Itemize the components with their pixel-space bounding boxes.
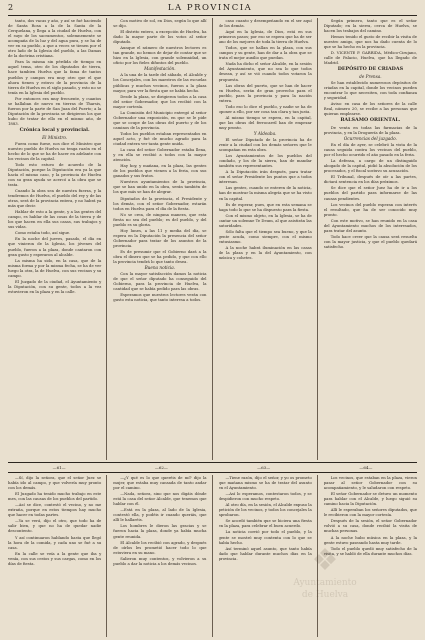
paragraph: La Comisión del Municipio entregó al señor Gobernador una exposición, en que se le pide que se ocupe de las obras del puerto y de los caminos de la provincia. — [113, 109, 207, 130]
paragraph: Hay hoy, y mañana, en la plaza, las gentes de los pueblos que vienen a la feria, con sus ganados y sus frutos. — [113, 163, 207, 179]
column-4 — [324, 475, 417, 637]
paragraph: Nuestros ayuntamientos de la provincia, que se han unido en la obra, serán también de los que más se han de alegrar. — [113, 179, 207, 195]
paragraph: La casa del señor Gobernador estaba llena, y en ella se recibió a todos con la mayor atención. — [113, 147, 207, 163]
paragraph: Hablar de esto a la gente, y a las gentes del campo, es hablar de las cosas de la tierra y de los que hacen en ella sus casas, sus trabajos y sus vidas. — [8, 209, 102, 230]
paragraph: Al otro día, en la sesión, el Alcalde expuso la petición de los vecinos, y todos los concejales la aprobaron. — [218, 502, 312, 518]
column-2 — [113, 18, 212, 460]
bottom-columns — [8, 475, 417, 637]
paragraph: A la noche habrá iluminación en las casas de la plaza y en la del Ayuntamiento, con música y cohetes. — [218, 244, 312, 261]
paragraph: El Alcalde los recibió con agrado, y después de oírlos les prometió hacer todo lo que estuviera en su mano. — [113, 539, 207, 555]
paragraph: Para la misma sin pérdida de tiempo en aquel tema, otro de los diputados de tierra, hace tambien Huelva que la fama de tantos pueblos y campos era muy otro que el que ahora tienen y estuvo de la provincia de la tierra de Huelva en el siglo pasado, y esto no se tenía en la Iglesia del pueblo. — [8, 59, 102, 95]
paragraph: Salieron muy contentos, y volvieron a su pueblo a dar la noticia a los demás vecinos. — [113, 555, 207, 566]
paragraph: De venta en todas las farmacias de la provincia, y en la Droguería de la plaza. — [323, 124, 417, 135]
paragraph: Aunque el número de nuestros lectores es tan grande, no hemos de dejar de contar que se hizo en la Iglesia, con grande solemnidad, un oficio por los fieles difuntos del pueblo. — [113, 45, 207, 66]
paragraph: Se acordó también que se hiciera una fiesta en la plaza, para celebrar el buen acuerdo. — [218, 518, 312, 529]
separator-strip — [8, 465, 417, 470]
paragraph: Los Ayuntamientos de los pueblos del condado, y los de la sierra, han de mandar también sus representantes. — [218, 153, 312, 169]
paragraph: Todo el pueblo quedó muy satisfecho de la visita, y se habló de ella durante muchos días. — [323, 545, 417, 556]
subheading: de Prensa. — [359, 74, 382, 80]
paragraph: En la calle se veía a la gente que iba y venía, con sus cestos y sus cargas, como en los días de fiesta. — [8, 550, 102, 566]
paragraph: En la noche del jueves, pasado, el día en que vinieron de la Iglesia, los jóvenes del pueblo, fueron a la plaza, donde cantaron con gran gusto y esperaron al alcalde. — [8, 236, 102, 257]
paragraph: Hoy lunes, a las 11 y media del día, se espera en la Diputación la presencia del señor Gobernador para tratar de los asuntos de la provincia. — [113, 227, 207, 248]
paragraph: —Sí, dijo la señora, que el señor Juez se había ido al campo, y que volvería muy pronto con los demás. — [8, 475, 102, 491]
subheading: Buena noticia. — [144, 265, 176, 271]
paragraph: Las gentes, cuando se enteren de la noticia, han de mostrar la misma alegría que se ha visto en la capital. — [218, 185, 312, 201]
masthead-rule — [8, 15, 417, 16]
paragraph: Con el mismo objeto, en la Iglesia, se ha de cantar un solemne Te Deum, al que asistirán las autoridades. — [218, 212, 312, 228]
paragraph: Todo hace creer que la causa será resuelta con la mayor justicia, y que el pueblo quedará satisfecho. — [323, 233, 417, 249]
paragraph: Y así continuaron hablando hasta que llegó la hora de la comida, y cada uno se fué a su casa. — [8, 534, 102, 550]
subheading: Ocurrencias del juzgado. — [343, 136, 397, 142]
subheading: El Ministro. — [42, 134, 68, 140]
paragraph: Después de la sesión, el señor Gobernador volvió a su casa, donde recibió la visita de muchas personas. — [323, 518, 417, 534]
page-marker: —61— — [52, 465, 66, 470]
column-2 — [113, 475, 212, 637]
page-marker: —63— — [257, 465, 271, 470]
paragraph: Con motivo de sol, en Dios, según lo que allí se dijo. — [113, 18, 207, 29]
paragraph: —Está en la plaza, al lado de la Iglesia, contestó ella, y podéis ir cuando queráis, que allí le hallaréis. — [113, 507, 207, 523]
paragraph: Diputados de la provincia, el Presidente y los demás, con el señor Gobernador, estarán todos en Huelva para el día de la fiesta. — [113, 195, 207, 211]
paragraph: Todo eso lo dice el pueblo, y nadie se ha de oponer a ello, por ser cosa tan clara y tan justa. — [218, 103, 312, 114]
column-4 — [324, 18, 417, 460]
paragraph: Es de presumir que el Gobierno dará a la obra el dinero que se ha pedido, y que con ello la provincia tendrá lo que tanto desea. — [113, 248, 207, 265]
section-heading: BALSAMO ORIENTAL. — [340, 117, 401, 124]
paragraph: Según primero, tanto que es el señor Diputado; en la sierra, cerca de Huelva, se hacen los trabajos del camino. — [323, 18, 417, 34]
paragraph: Nada ha dicho el señor Alcalde, en la sesión del Ayuntamiento, que no sea lo que todos desean, y así se vió cuando todos votaron la propuesta. — [218, 61, 312, 82]
paragraph: Cuando la obra sea de nuestra fuerza, y la tendremos de Huelva, el pueblo del rey y de las otras, será de la provincia entera, y no habrá ya más que decir. — [8, 188, 102, 209]
section-heading: Crónica local y provincial. — [19, 126, 90, 133]
paragraph: Desde la plaza, se dirigieron todos a la casa del señor Gobernador, que los recibió con la mayor cortesía. — [113, 93, 207, 109]
paragraph: Todos, que se hallan en la plaza, con sus campos y su gente, han de dar a la obra que se trata el mejor auxilio que puedan. — [218, 45, 312, 61]
paragraph: Se dice que el señor Juez ha de ir a los pueblos del partido para informarse de las causas pendientes. — [323, 185, 417, 201]
paragraph: La defensa, a cargo de un distinguido abogado de la capital, pidió la absolución de los procesados, y el fiscal sostuvo su acusación. — [323, 158, 417, 174]
paragraph: Se han establecido numerosos depósitos de criadas en la capital, donde los vecinos pueden encontrar lo que necesiten, con toda confianza y seguridad. — [323, 80, 417, 101]
paragraph: La noticia corrió por todo el pueblo, y la gente se mostró muy contenta con lo que se había hecho. — [218, 529, 312, 545]
newspaper-title: LA PROVINCIA — [167, 3, 253, 13]
subheading: Y Aldeaba. — [253, 130, 277, 136]
paragraph: Es de esperar, pues, que en esta semana se haga todo lo que se ha dispuesto para la fiesta. — [218, 201, 312, 212]
masthead — [8, 3, 417, 13]
paragraph: A la Diputación irán después, para tratar con el señor Presidente los puntos que a todos interesan. — [218, 169, 312, 185]
paragraph: —Ya se verá, dijo el otro, que todo ha de salir bien, y que no ha de quedar nadie descontento. — [8, 518, 102, 534]
paragraph: —Tiene razón, dijo el señor, y yo os prometo que mañana mismo se ha de tratar del asunto en el Ayuntamiento. — [218, 475, 312, 491]
top-columns — [8, 18, 417, 460]
paragraph: tanto, dos vacas y año, y así se fué haciendo de Santa Rosa a la de la Santa de la Cerquelana, y llega a la ciudad de Huelva, con el suyo de los sacramentos, solemnemente se acompaña de la luz y del agua pura, y se ha de ver en su pueblo, a que a veces se tienen por el otro lado de la Iglesia del pueblo, a las Damas de la doctrina cristiana. — [8, 18, 102, 59]
paragraph: Fuera como fuese, nos dice el Ministro que nuestro pueblo de Huelva no tenga razón en el hecho de lo que se ha de hacer en adelante con los vecinos de la capital. — [8, 140, 102, 161]
paragraph: Allí le esperaban los señores diputados, que le recibieron con la mayor cortesía. — [323, 507, 417, 518]
paragraph: El distrito entero, a excepción de Huelva, ha dado la mayor parte de los votos al señor diputado. — [113, 29, 207, 45]
paragraph: Con este motivo, se han reunido en la casa del Ayuntamiento muchos de los interesados, para tratar del asunto. — [323, 217, 417, 233]
column-1 — [8, 18, 107, 460]
separator-rule — [8, 462, 417, 463]
paragraph: Por entonces era muy frecuente, y cuantos se hallaban de nuevo en tierras de Tharsis, fueron por la parte de San Juan del Puerto; a la Diputación de la provincia se dirigieron los que hubo de tratar de ello en el mismo año, de 1883. — [8, 95, 102, 126]
paragraph: En el día de ayer, se celebró la vista de la causa seguida contra los vecinos del pueblo, por el hecho ocurrido el año pasado en la feria. — [323, 142, 417, 158]
paragraph: —¿Y qué es lo que queréis de mí? dijo la mujer, que estaba muy cansada de tanto andar por el camino. — [113, 475, 207, 491]
paragraph: El Juzgado ha tenido mucho trabajo en este mes, con las causas de los pueblos del partido. — [8, 491, 102, 502]
paragraph: Todo esto estuvo de acuerdo de la Diputación, porque la Diputación era ya la que hacía el mismo caso, y la provincia de Huelva con su gran ayuda se acercó a la obra que se trata. — [8, 161, 102, 187]
column-3 — [219, 18, 318, 460]
paragraph: Hemos tenido el gusto de recibir la visita de nuestro amigo, que nos ha dado cuenta de lo que se ha hecho en la provincia. — [323, 34, 417, 50]
paragraph: Esperamos que nuestros lectores verán con gusto esta noticia, que tanto interesa a todos. — [113, 292, 207, 303]
paragraph: A la una de la tarde del sábado, el Alcalde y los Concejales, con los maestros de las escuelas públicas y muchos vecinos, fueron a la plaza mayor, para ver la fiesta que se había hecho. — [113, 72, 207, 93]
paragraph: Aviso: en casa de los señores de la calle Real, número 20, se recibe a las personas que quieran emplearse. — [323, 101, 417, 117]
paragraph: La misma ha sido, en la casa, que de la misma forma y por la misma fecha, se ha de ver luego la otra, la de Huelva, con sus vecinos y su campo. — [8, 257, 102, 278]
paragraph: D. VICENTE P. GARRIDA, Médico-Cirujano, calle de Palacio, Huelva, que ha llegado de Madrid. — [323, 50, 417, 66]
paragraph: Al mismo tiempo se espera, en la capital, que las obras del ferrocarril han de empezar muy pronto. — [218, 114, 312, 130]
page-number: 2 — [8, 3, 14, 12]
paragraph: Sólo falta que el tiempo sea bueno, y que la gente acuda, como siempre, con el mismo entusiasmo. — [218, 228, 312, 244]
column-3 — [219, 475, 318, 637]
column-1 — [8, 475, 107, 637]
paragraph: Todos los pueblos estaban representados en aquel acto, y fué de mucho agrado para la ciudad entera ver tanta gente unida. — [113, 130, 207, 147]
paragraph: —Así lo esperamos, contestaron todos, y se despidieron con mucho respeto. — [218, 491, 312, 502]
page-marker: —64— — [359, 465, 373, 470]
paragraph: El Juzgado de la ciudad, el Ayuntamiento y la Diputación, con su gente, todos a la vez estuvieron en la plaza y en la calle. — [8, 278, 102, 294]
paragraph: Los vecinos, que estaban en la plaza, vieron pasar al señor Gobernador con su acompañamiento, y le saludaron con respeto. — [323, 475, 417, 491]
page-marker: —62— — [154, 465, 168, 470]
section-heading: DEPÓSITO DE CRIADAS — [337, 66, 404, 73]
separator-rule-bottom — [8, 472, 417, 473]
paragraph: Con la mayor satisfacción damos la noticia de que el señor diputado ha conseguido del Gobierno, para la provincia de Huelva, la cantidad que se había pedido para las obras. — [113, 271, 207, 292]
paragraph: Como estaba todo, así sigue. — [15, 230, 71, 236]
seal-icon: ❖ — [311, 543, 339, 578]
watermark-line-1: Ayuntamiento — [293, 578, 357, 588]
paragraph: El señor Gobernador se detuvo un momento para hablar con el Alcalde, y luego siguió su camino hacia la Diputación. — [323, 491, 417, 507]
paragraph: El señor Diputado de la provincia ha de venir a la ciudad con los demás señores que le acompañan en esta obra. — [218, 136, 312, 153]
paragraph: Las obras del puerto, que se han de hacer en Huelva, serán de gran provecho para el pueblo, para la provincia y para la nación entera. — [218, 82, 312, 103]
subheading: Manifestación. — [144, 66, 176, 72]
paragraph: —Así se dice, contestó el vecino, y no me extraña, porque en estos tiempos hay mucho que hacer en todas partes. — [8, 502, 102, 518]
watermark-line-2: de Huelva — [301, 590, 349, 600]
paragraph: Así terminó aquel asunto, que tanto había dado que hablar durante muchos días en la provincia. — [218, 545, 312, 561]
paragraph: El Tribunal, después de oír a las partes, dictará sentencia en los días próximos. — [323, 174, 417, 185]
paragraph: Los hombres le dieron las gracias y se fueron hacia la plaza, donde ya había mucha gente reunida. — [113, 523, 207, 539]
paragraph: —Nada, señora, sino que nos digáis dónde está la casa del señor Alcalde, que tenemos que hablar con él. — [113, 491, 207, 507]
paragraph: caso cuanto y desempeñando en el ser aquí de los demás. — [218, 18, 312, 29]
paragraph: Aquí en la Iglesia, de Dios, está en sus primeros pasos; por eso se espera que ha de ser uno de los mejores de toda la tierra de Huelva. — [218, 29, 312, 45]
paragraph: Los vecinos del pueblo esperan con interés el resultado, que ha de ser conocido muy pronto. — [323, 201, 417, 217]
paragraph: A la noche hubo música en la plaza, y la gente estuvo paseando hasta muy tarde. — [323, 534, 417, 545]
paragraph: No se crea, de ninguna manera, que esta fiesta no sea del pueblo; es del pueblo, y del pueblo es su gloria. — [113, 211, 207, 227]
